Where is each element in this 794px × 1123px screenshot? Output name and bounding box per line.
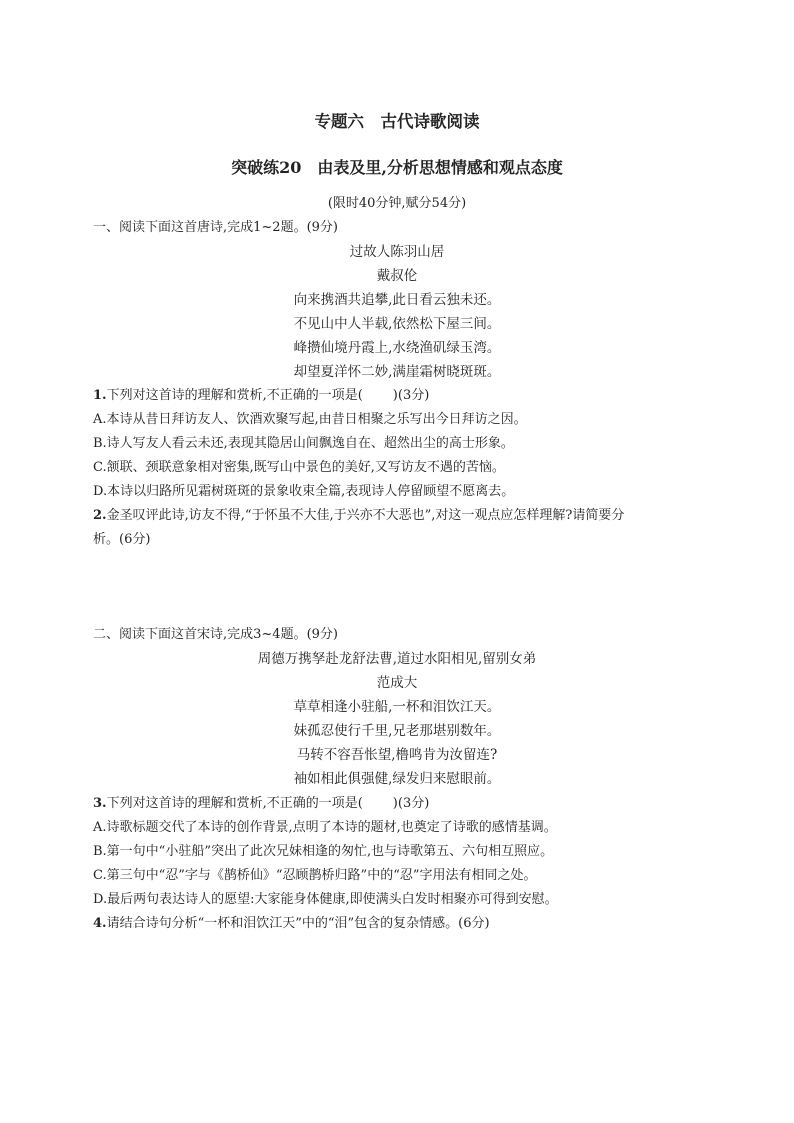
time-limit: (限时40分钟,赋分54分) (327, 196, 467, 211)
question-number: 3. (93, 796, 107, 811)
section1-intro: 一、阅读下面这首唐诗,完成1~2题。(9分) (93, 220, 338, 235)
option-a: A.本诗从昔日拜访友人、饮酒欢聚写起,由昔日相聚之乐写出今日拜访之因。 (93, 412, 527, 427)
poem2-author: 范成大 (376, 675, 418, 691)
poem1-line: 却望夏洋怀二妙,满崖霜树晓斑斑。 (293, 364, 501, 380)
question-score: )(3分) (392, 388, 430, 403)
question-number: 1. (93, 388, 107, 403)
poem2-line: 草草相逢小驻船,一杯和泪饮江天。 (293, 699, 501, 715)
section2-intro: 二、阅读下面这首宋诗,完成3~4题。(9分) (93, 627, 338, 642)
poem1-author: 戴叔伦 (376, 268, 418, 284)
lesson-title: 突破练20 由表及里,分析思想情感和观点态度 (231, 158, 563, 177)
question-score: )(3分) (392, 796, 430, 811)
option-a: A.诗歌标题交代了本诗的创作背景,点明了本诗的题材,也奠定了诗歌的感情基调。 (93, 820, 557, 835)
poem2-line: 袖如相此俱强健,绿发归来慰眼前。 (293, 771, 501, 787)
option-b: B.诗人写友人看云未还,表现其隐居山间飘逸自在、超然出尘的高士形象。 (93, 436, 514, 451)
topic-title: 专题六 古代诗歌阅读 (314, 112, 480, 131)
question-number: 2. (93, 508, 107, 523)
poem1-title: 过故人陈羽山居 (349, 244, 445, 260)
poem1-line: 不见山中人半载,依然松下屋三间。 (293, 316, 501, 332)
poem2-title: 周德万携孥赴龙舒法曹,道过水阳相见,留别女弟 (257, 651, 537, 667)
question-number: 4. (93, 916, 107, 931)
question-text: 请结合诗句分析“一杯和泪饮江天”中的“泪”包含的复杂情感。(6分) (106, 916, 490, 931)
question-3 (93, 796, 429, 812)
question-1 (93, 388, 429, 404)
question-2-cont: 析。(6分) (93, 532, 151, 547)
question-4 (93, 916, 490, 932)
poem2-line: 马转不容吾怅望,橹鸣肯为汝留连? (296, 747, 498, 763)
option-d: D.本诗以归路所见霜树斑斑的景象收束全篇,表现诗人停留顾望不愿离去。 (93, 484, 515, 499)
poem2-line: 妹孤忍使行千里,兄老那堪别数年。 (293, 723, 501, 739)
option-c: C.第三句中“忍”字与《鹊桥仙》“忍顾鹊桥归路”中的“忍”字用法有相同之处。 (93, 868, 537, 883)
option-d: D.最后两句表达诗人的愿望:大家能身体健康,即使满头白发时相聚亦可得到安慰。 (93, 892, 558, 907)
question-text: 下列对这首诗的理解和赏析,不正确的一项是( (106, 796, 363, 811)
poem1-line: 峰攒仙境丹霞上,水绕渔矶绿玉湾。 (293, 340, 501, 356)
option-b: B.第一句中“小驻船”突出了此次兄妹相逢的匆忙,也与诗歌第五、六句相互照应。 (93, 844, 554, 859)
question-text: 金圣叹评此诗,访友不得,“于怀虽不大佳,于兴亦不大恶也”,对这一观点应怎样理解?请简要分 (106, 508, 625, 523)
option-c: C.颔联、颈联意象相对密集,既写山中景色的美好,又写访友不遇的苦恼。 (93, 460, 505, 475)
poem1-line: 向来携酒共追攀,此日看云独未还。 (293, 292, 501, 308)
question-text: 下列对这首诗的理解和赏析,不正确的一项是( (106, 388, 363, 403)
question-2 (93, 508, 624, 524)
